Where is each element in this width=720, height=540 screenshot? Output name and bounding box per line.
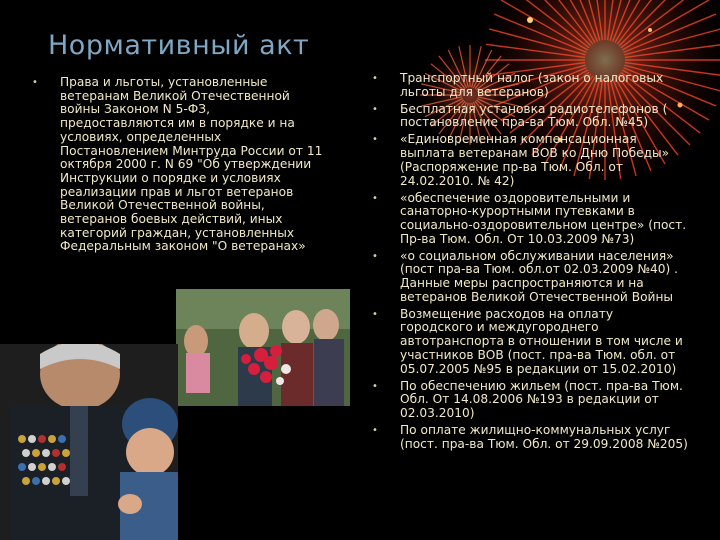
bullet-icon: • [32, 77, 38, 88]
right-bullet-item-text: Бесплатная установка радиотелефонов ( постановление пра-ва Тюм. Обл. №45) [400, 101, 668, 130]
bullet-icon: • [372, 308, 378, 320]
right-bullet-item-text: Транспортный налог (закон о налоговых льготы для ветеранов) [400, 71, 664, 99]
right-column [372, 72, 688, 455]
bullet-icon: • [372, 73, 378, 84]
veterans-photo [176, 289, 350, 406]
right-bullet-item [372, 192, 688, 247]
right-bullet-list [372, 72, 688, 451]
right-bullet-item [372, 133, 688, 188]
veteran-with-boy-photo [0, 344, 178, 540]
right-bullet-item-text: Возмещение расходов на оплату городского и междугороднего автотранспорта в отношении в том числе и участников ВОВ (пост. пра-ва Тюм. обл. от 05.07.2005 №95 в редакции от 15.02.2010) [400, 306, 683, 376]
bullet-icon: • [372, 380, 378, 392]
left-bullet-list [32, 76, 324, 254]
right-bullet-item [372, 380, 688, 421]
right-bullet-item [372, 250, 688, 305]
bullet-icon: • [372, 250, 378, 262]
slide-title: Нормативный акт [48, 30, 310, 61]
bullet-icon: • [372, 134, 378, 146]
bullet-icon: • [372, 424, 378, 436]
right-bullet-item-text: По оплате жилищно-коммунальных услуг (пост. пра-ва Тюм. Обл. от 29.09.2008 №205) [400, 422, 688, 451]
bullet-icon: • [372, 192, 378, 204]
right-bullet-item-text: «о социальном обслуживании населения» (пост пра-ва Тюм. обл.от 02.03.2009 №40) . Данные меры распространяются и на ветеранов Великой Отечественной Войны [400, 248, 679, 304]
bullet-icon: • [372, 103, 378, 115]
left-bullet-item-text: Права и льготы, установленные ветеранам Великой Отечественной войны Законом N 5-ФЗ, предоставляются им в порядке и на условиях, определенных Постановлением Минтруда России от 11 октября 2000 г. N 69 "Об утверждении Инструкции о порядке и условиях реализации прав и льгот ветеранов Великой Отечественной войны, ветеранов боевых действий, иных категорий граждан, установленных Федеральным законом "О ветеранах» [60, 75, 323, 254]
left-bullet-item [32, 76, 324, 254]
right-bullet-item [372, 72, 688, 99]
right-bullet-item-text: «обеспечение оздоровительными и санаторно-курортными путевками в социально-оздоровительном центре» (пост. Пр-ва Тюм. Обл. От 10.03.2009 №73) [400, 190, 687, 246]
right-bullet-item [372, 103, 688, 130]
right-bullet-item-text: «Единовременная компенсационная выплата ветеранам ВОВ ко Дню Победы» (Распоряжение пр-ва Тюм. Обл. от 24.02.2010. № 42) [400, 132, 670, 188]
right-bullet-item [372, 424, 688, 451]
right-bullet-item-text: По обеспечению жильем (пост. пра-ва Тюм. Обл. От 14.08.2006 №193 в редакции от 02.03.2010) [400, 378, 683, 420]
left-column [32, 76, 324, 254]
right-bullet-item [372, 308, 688, 377]
